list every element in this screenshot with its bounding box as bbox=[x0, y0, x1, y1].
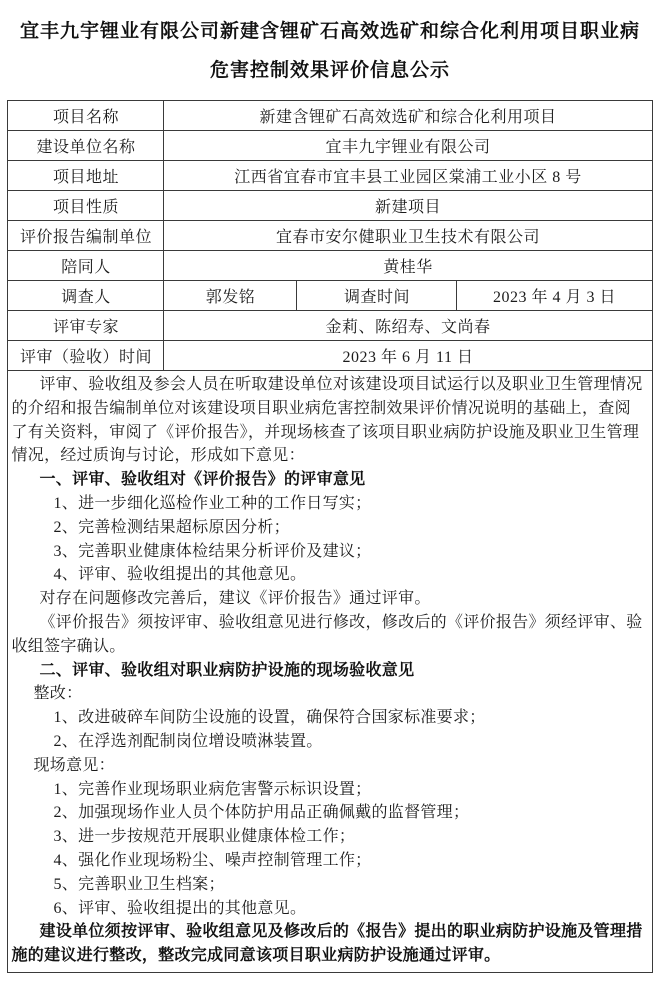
site-opinion-item-5: 5、完善职业卫生档案； bbox=[53, 875, 225, 893]
table-row-investigator bbox=[8, 281, 652, 311]
project-info-table bbox=[7, 100, 652, 973]
review-opinion-item-1: 1、进一步细化巡检作业工种的工作日写实； bbox=[53, 494, 372, 512]
table-row-accompanying-person bbox=[8, 251, 652, 281]
investigator-label: 调查人 bbox=[8, 281, 164, 311]
review-experts-value: 金莉、陈绍寿、文尚春 bbox=[164, 311, 652, 341]
project-address-label: 项目地址 bbox=[8, 161, 164, 191]
project-nature-label: 项目性质 bbox=[8, 191, 164, 221]
opinions-body-cell bbox=[8, 371, 652, 973]
section-heading-2: 二、评审、验收组对职业病防护设施的现场验收意见 bbox=[39, 661, 415, 679]
site-opinion-label: 现场意见： bbox=[33, 756, 115, 774]
final-conclusion-paragraph: 建设单位须按评审、验收组意见及修改后的《报告》提出的职业病防护设施及管理措施的建议进行整改，整改完成同意该项目职业病防护设施通过评审。 bbox=[11, 923, 643, 965]
table-row-construction-unit bbox=[8, 131, 652, 161]
review-time-value: 2023 年 6 月 11 日 bbox=[164, 341, 652, 371]
review-conclusion-paragraph: 对存在问题修改完善后，建议《评价报告》通过评审。 bbox=[39, 590, 431, 608]
site-opinion-item-1: 1、完善作业现场职业病危害警示标识设置； bbox=[53, 780, 372, 798]
table-row-project-nature bbox=[8, 191, 652, 221]
report-compiler-label: 评价报告编制单位 bbox=[8, 221, 164, 251]
document-title-line2: 危害控制效果评价信息公示 bbox=[209, 60, 450, 81]
project-name-label: 项目名称 bbox=[8, 101, 164, 131]
report-revision-paragraph: 《评价报告》须按评审、验收组意见进行修改，修改后的《评价报告》须经评审、验收组签字确认。 bbox=[11, 613, 643, 655]
investigation-time-value: 2023 年 4 月 3 日 bbox=[457, 281, 652, 311]
project-nature-value: 新建项目 bbox=[164, 191, 652, 221]
site-opinion-item-4: 4、强化作业现场粉尘、噪声控制管理工作； bbox=[53, 851, 372, 869]
project-name-value: 新建含锂矿石高效选矿和综合化利用项目 bbox=[164, 101, 652, 131]
document-title bbox=[0, 0, 660, 90]
intro-paragraph: 评审、验收组及参会人员在听取建设单位对该建设项目试运行以及职业卫生管理情况的介绍和报告编制单位对该建设项目职业病危害控制效果评价情况说明的基础上，查阅了有关资料，审阅了《评价报告》，并现场核查了该项目职业病防护设施及职业卫生管理情况，经过质询与讨论，形成如下意见： bbox=[11, 376, 643, 465]
project-address-value: 江西省宜春市宜丰县工业园区棠浦工业小区 8 号 bbox=[164, 161, 652, 191]
investigation-time-label: 调查时间 bbox=[297, 281, 457, 311]
review-opinion-item-4: 4、评审、验收组提出的其他意见。 bbox=[53, 566, 307, 584]
table-row-report-compiler bbox=[8, 221, 652, 251]
rectification-label: 整改： bbox=[33, 685, 83, 703]
review-opinion-item-3: 3、完善职业健康体检结果分析评价及建议； bbox=[53, 542, 372, 560]
review-experts-label: 评审专家 bbox=[8, 311, 164, 341]
construction-unit-label: 建设单位名称 bbox=[8, 131, 164, 161]
table-row-review-experts bbox=[8, 311, 652, 341]
table-row-project-address bbox=[8, 161, 652, 191]
investigator-value: 郭发铭 bbox=[164, 281, 297, 311]
table-row-project-name bbox=[8, 101, 652, 131]
accompanying-person-label: 陪同人 bbox=[8, 251, 164, 281]
table-row-review-time bbox=[8, 341, 652, 371]
report-compiler-value: 宜春市安尔健职业卫生技术有限公司 bbox=[164, 221, 652, 251]
accompanying-person-value: 黄桂华 bbox=[164, 251, 652, 281]
construction-unit-value: 宜丰九宇锂业有限公司 bbox=[164, 131, 652, 161]
table-row-opinions bbox=[8, 371, 652, 973]
site-opinion-item-2: 2、加强现场作业人员个体防护用品正确佩戴的监督管理； bbox=[53, 804, 470, 822]
section-heading-1: 一、评审、验收组对《评价报告》的评审意见 bbox=[39, 471, 366, 489]
rectification-item-2: 2、在浮选剂配制岗位增设喷淋装置。 bbox=[53, 732, 323, 750]
site-opinion-item-3: 3、进一步按规范开展职业健康体检工作； bbox=[53, 828, 356, 846]
document-title-line1: 宜丰九宇锂业有限公司新建含锂矿石高效选矿和综合化利用项目职业病 bbox=[19, 21, 640, 42]
review-opinion-item-2: 2、完善检测结果超标原因分析； bbox=[53, 518, 290, 536]
rectification-item-1: 1、改进破碎车间防尘设施的设置，确保符合国家标准要求； bbox=[53, 709, 486, 727]
site-opinion-item-6: 6、评审、验收组提出的其他意见。 bbox=[53, 899, 307, 917]
review-time-label: 评审（验收）时间 bbox=[8, 341, 164, 371]
